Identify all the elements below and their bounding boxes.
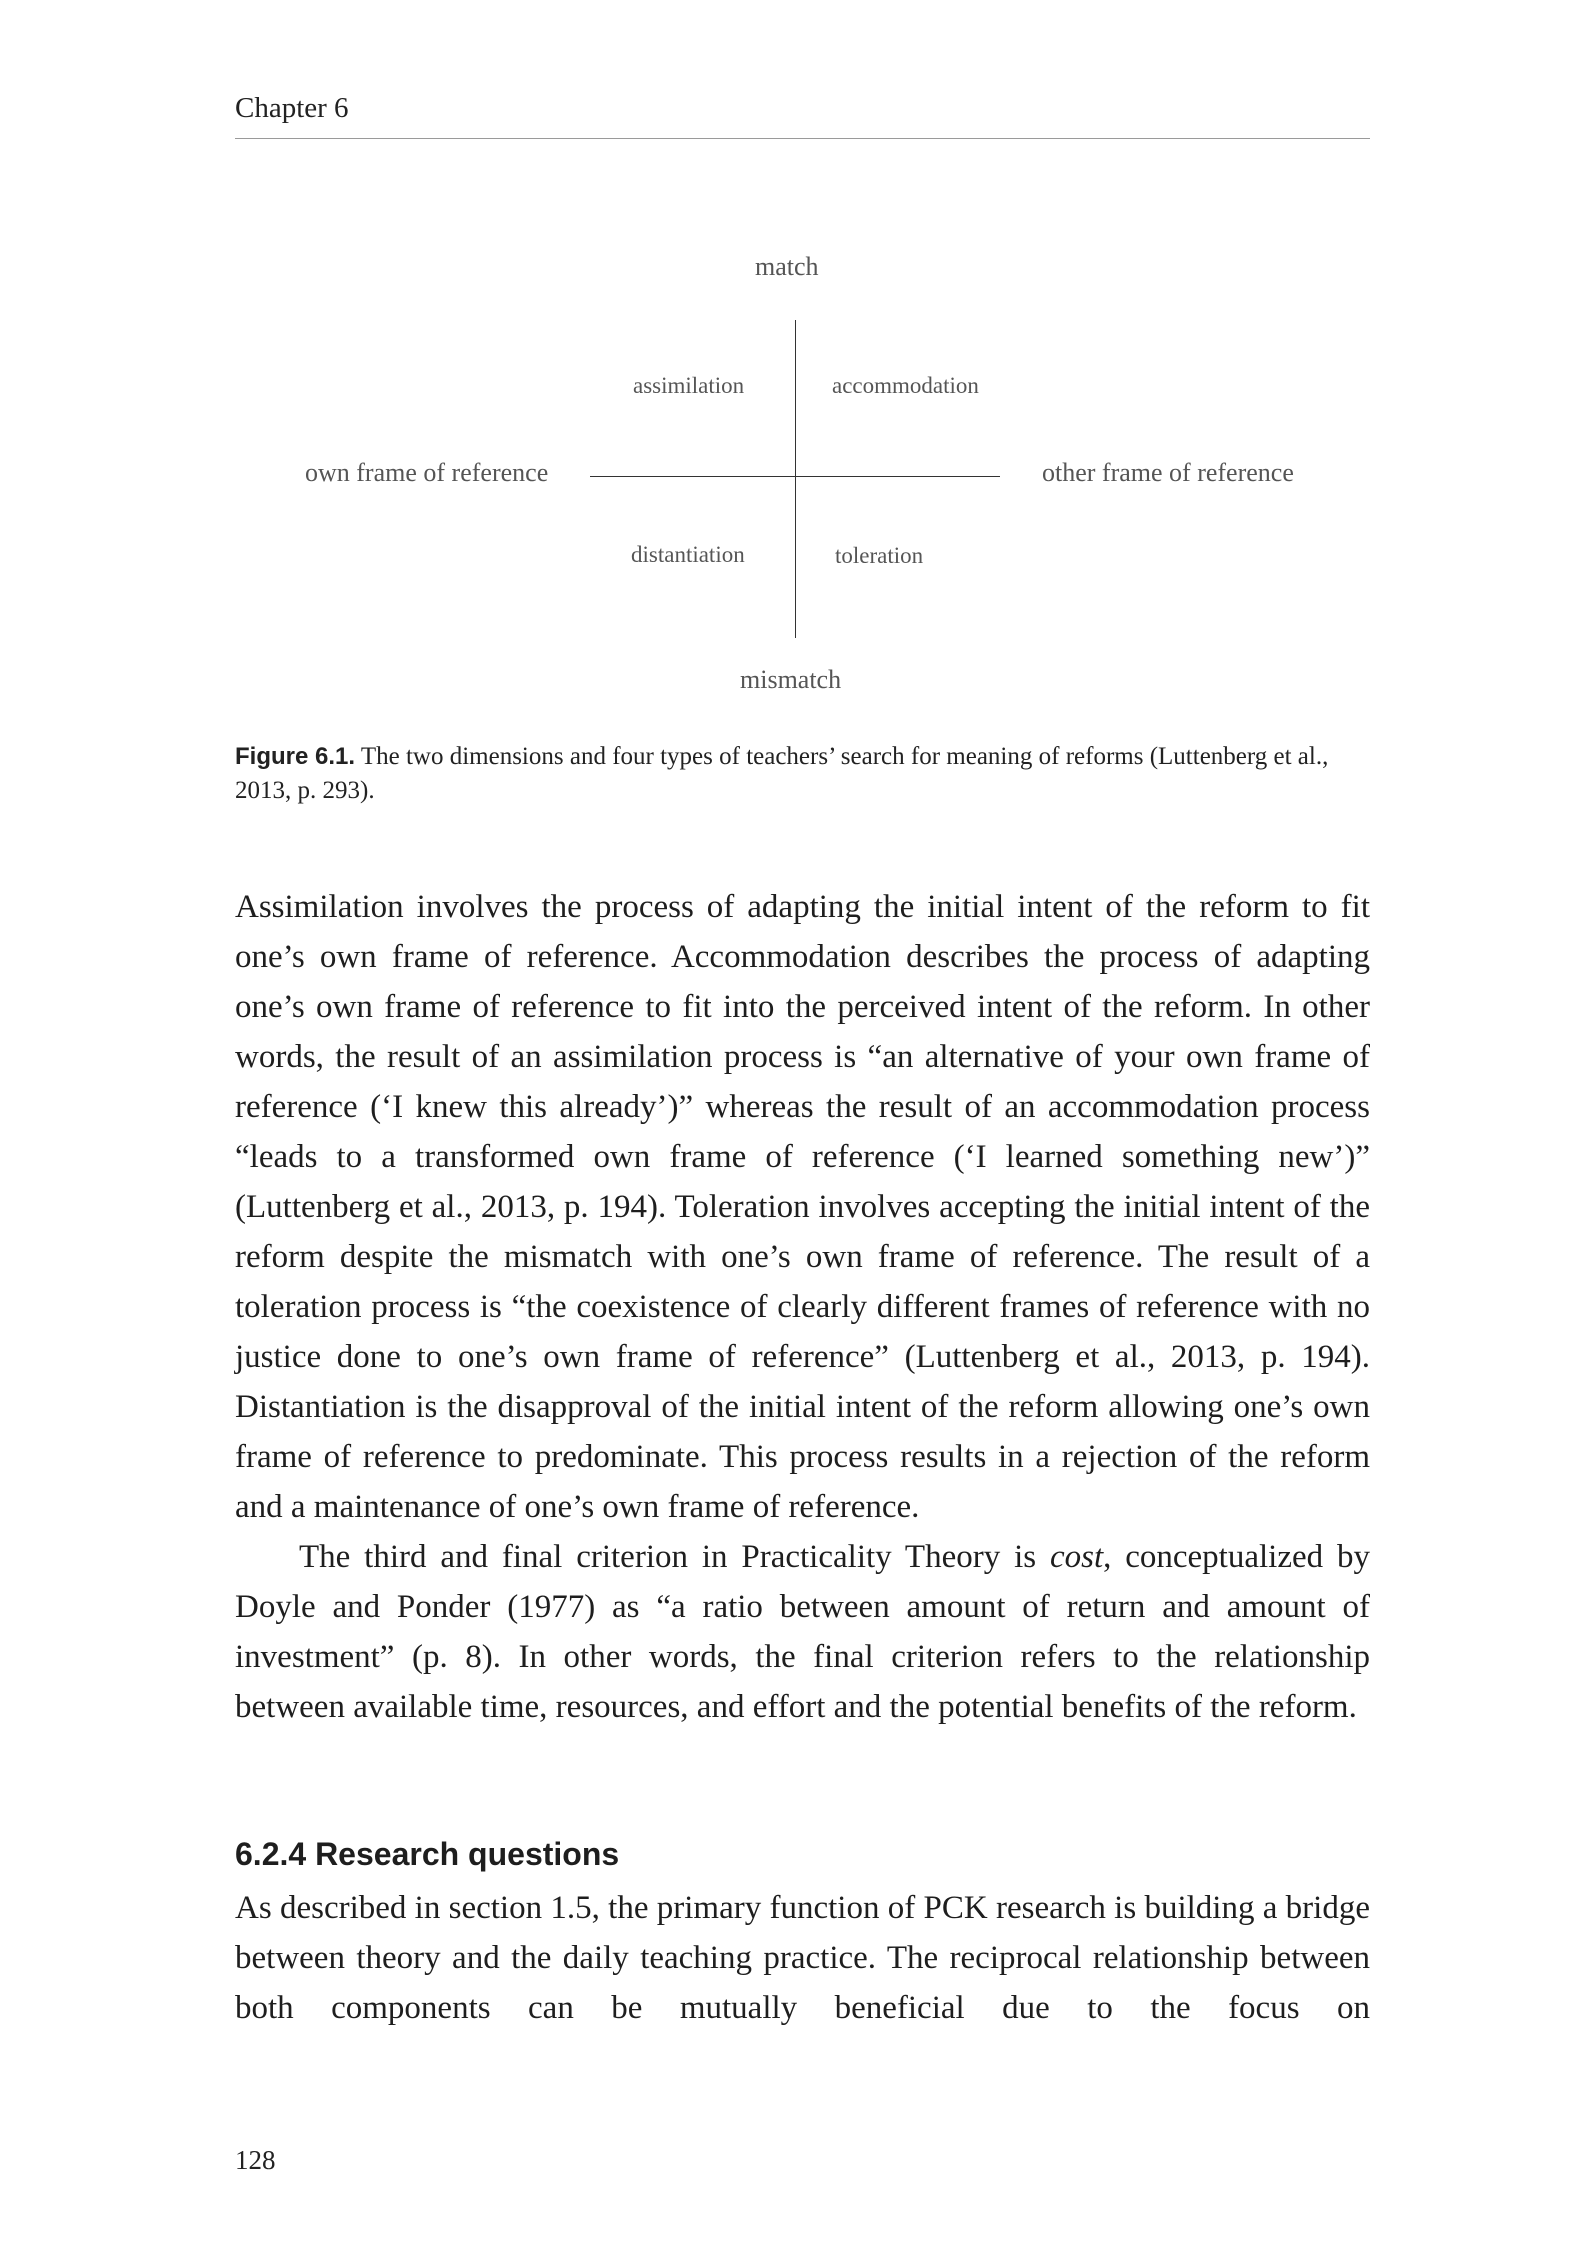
body-text <box>235 882 1370 1732</box>
quadrant-distantiation: distantiation <box>631 542 745 567</box>
vertical-axis <box>795 320 796 638</box>
quadrant-accommodation: accommodation <box>832 373 979 398</box>
figure-caption <box>235 740 1370 808</box>
section-paragraph-1: As described in section 1.5, the primary function of PCK research is building a bridge between theory and the daily teaching practice. The reciprocal relationship between both components can be mutually beneficial due to the focus on <box>235 1890 1370 2026</box>
figure-diagram <box>235 240 1370 710</box>
paragraph-2-start: The third and final criterion in Practicality Theory is <box>299 1539 1050 1575</box>
caption-figure-number: Figure 6.1. <box>235 743 356 770</box>
caption-text: The two dimensions and four types of teachers’ search for meaning of reforms (Luttenberg et al., 2013, p. 293). <box>235 743 1329 804</box>
axis-label-match: match <box>755 252 819 281</box>
paragraph-1: Assimilation involves the process of adapting the initial intent of the reform to fit one’s own frame of reference. Accommodation describes the process of adapting one’s own frame of reference to fit into the perceived intent of the reform. In other words, the result of an assimilation process is “an alternative of your own frame of reference (‘I knew this already’)” whereas the result of an accommodation process “leads to a transformed own frame of reference (‘I learned something new’)” (Luttenberg et al., 2013, p. 194). Toleration involves accepting the initial intent of the reform despite the mismatch with one’s own frame of reference. The result of a toleration process is “the coexistence of clearly different frames of reference with no justice done to one’s own frame of reference” (Luttenberg et al., 2013, p. 194). Distantiation is the disapproval of the initial intent of the reform allowing one’s own frame of reference to predominate. This process results in a rejection of the reform and a maintenance of one’s own frame of reference. <box>235 889 1370 1525</box>
section-heading: 6.2.4 Research questions <box>235 1836 620 1872</box>
axis-label-mismatch: mismatch <box>740 665 842 694</box>
running-head: Chapter 6 <box>235 92 349 124</box>
paragraph-2 <box>235 1532 1370 1732</box>
axis-label-other-frame: other frame of reference <box>1042 458 1294 487</box>
quadrant-assimilation: assimilation <box>633 373 745 398</box>
horizontal-axis <box>590 476 1000 477</box>
quadrant-toleration: toleration <box>835 543 924 568</box>
header-rule <box>235 138 1370 139</box>
paragraph-2-end: , conceptualized by Doyle and Ponder (1977) as “a ratio between amount of return and amount of investment” (p. 8). In other words, the final criterion refers to the relationship between available time, resources, and effort and the potential benefits of the reform. <box>235 1539 1370 1725</box>
section-body <box>235 1883 1370 2033</box>
page-number: 128 <box>235 2145 276 2175</box>
paragraph-2-emphasis: cost <box>1049 1539 1104 1575</box>
axis-label-own-frame: own frame of reference <box>305 458 549 487</box>
